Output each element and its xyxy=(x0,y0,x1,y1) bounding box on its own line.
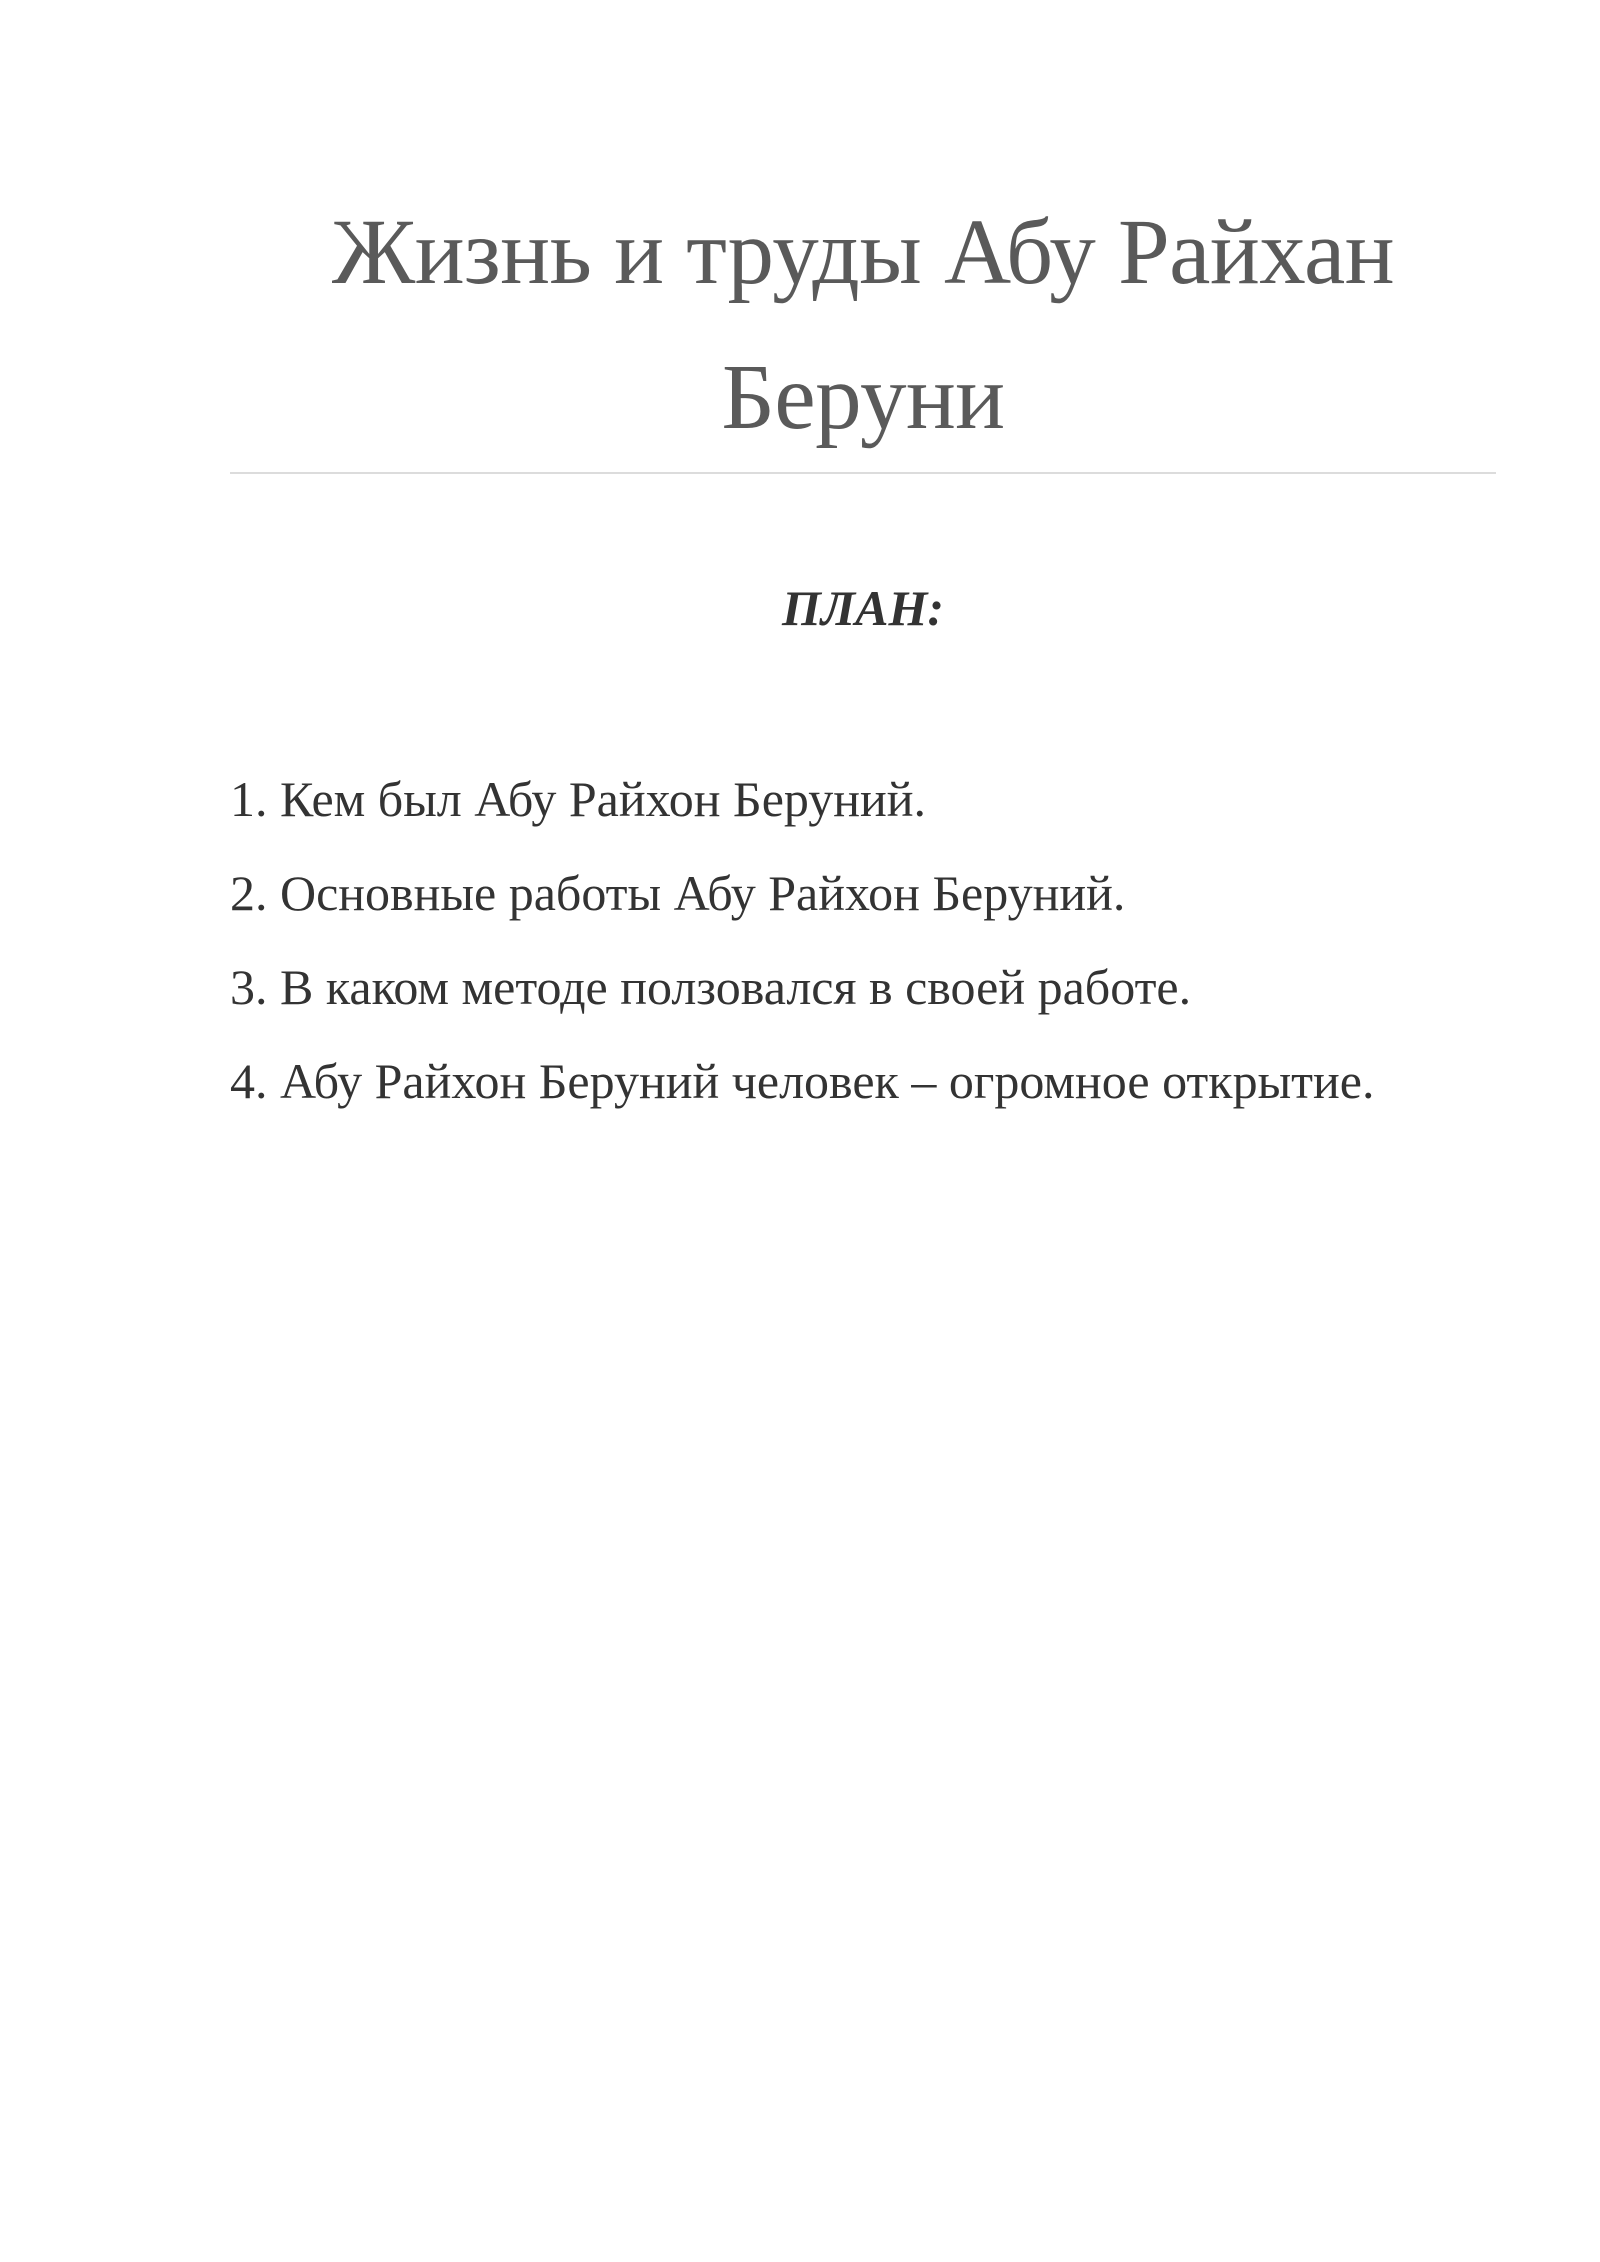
plan-item: 1. Кем был Абу Райхон Беруний. xyxy=(230,771,926,827)
document-title: Жизнь и труды Абу Райхан Беруни xyxy=(331,201,1395,449)
plan-heading: ПЛАН: xyxy=(781,580,945,636)
title-block xyxy=(230,180,1496,474)
plan-item: 3. В каком методе ползовался в своей работе. xyxy=(230,959,1192,1015)
plan-list xyxy=(230,752,1374,1128)
plan-item: 2. Основные работы Абу Райхон Беруний. xyxy=(230,865,1126,921)
plan-item: 4. Абу Райхон Беруний человек – огромное открытие. xyxy=(230,1053,1375,1109)
